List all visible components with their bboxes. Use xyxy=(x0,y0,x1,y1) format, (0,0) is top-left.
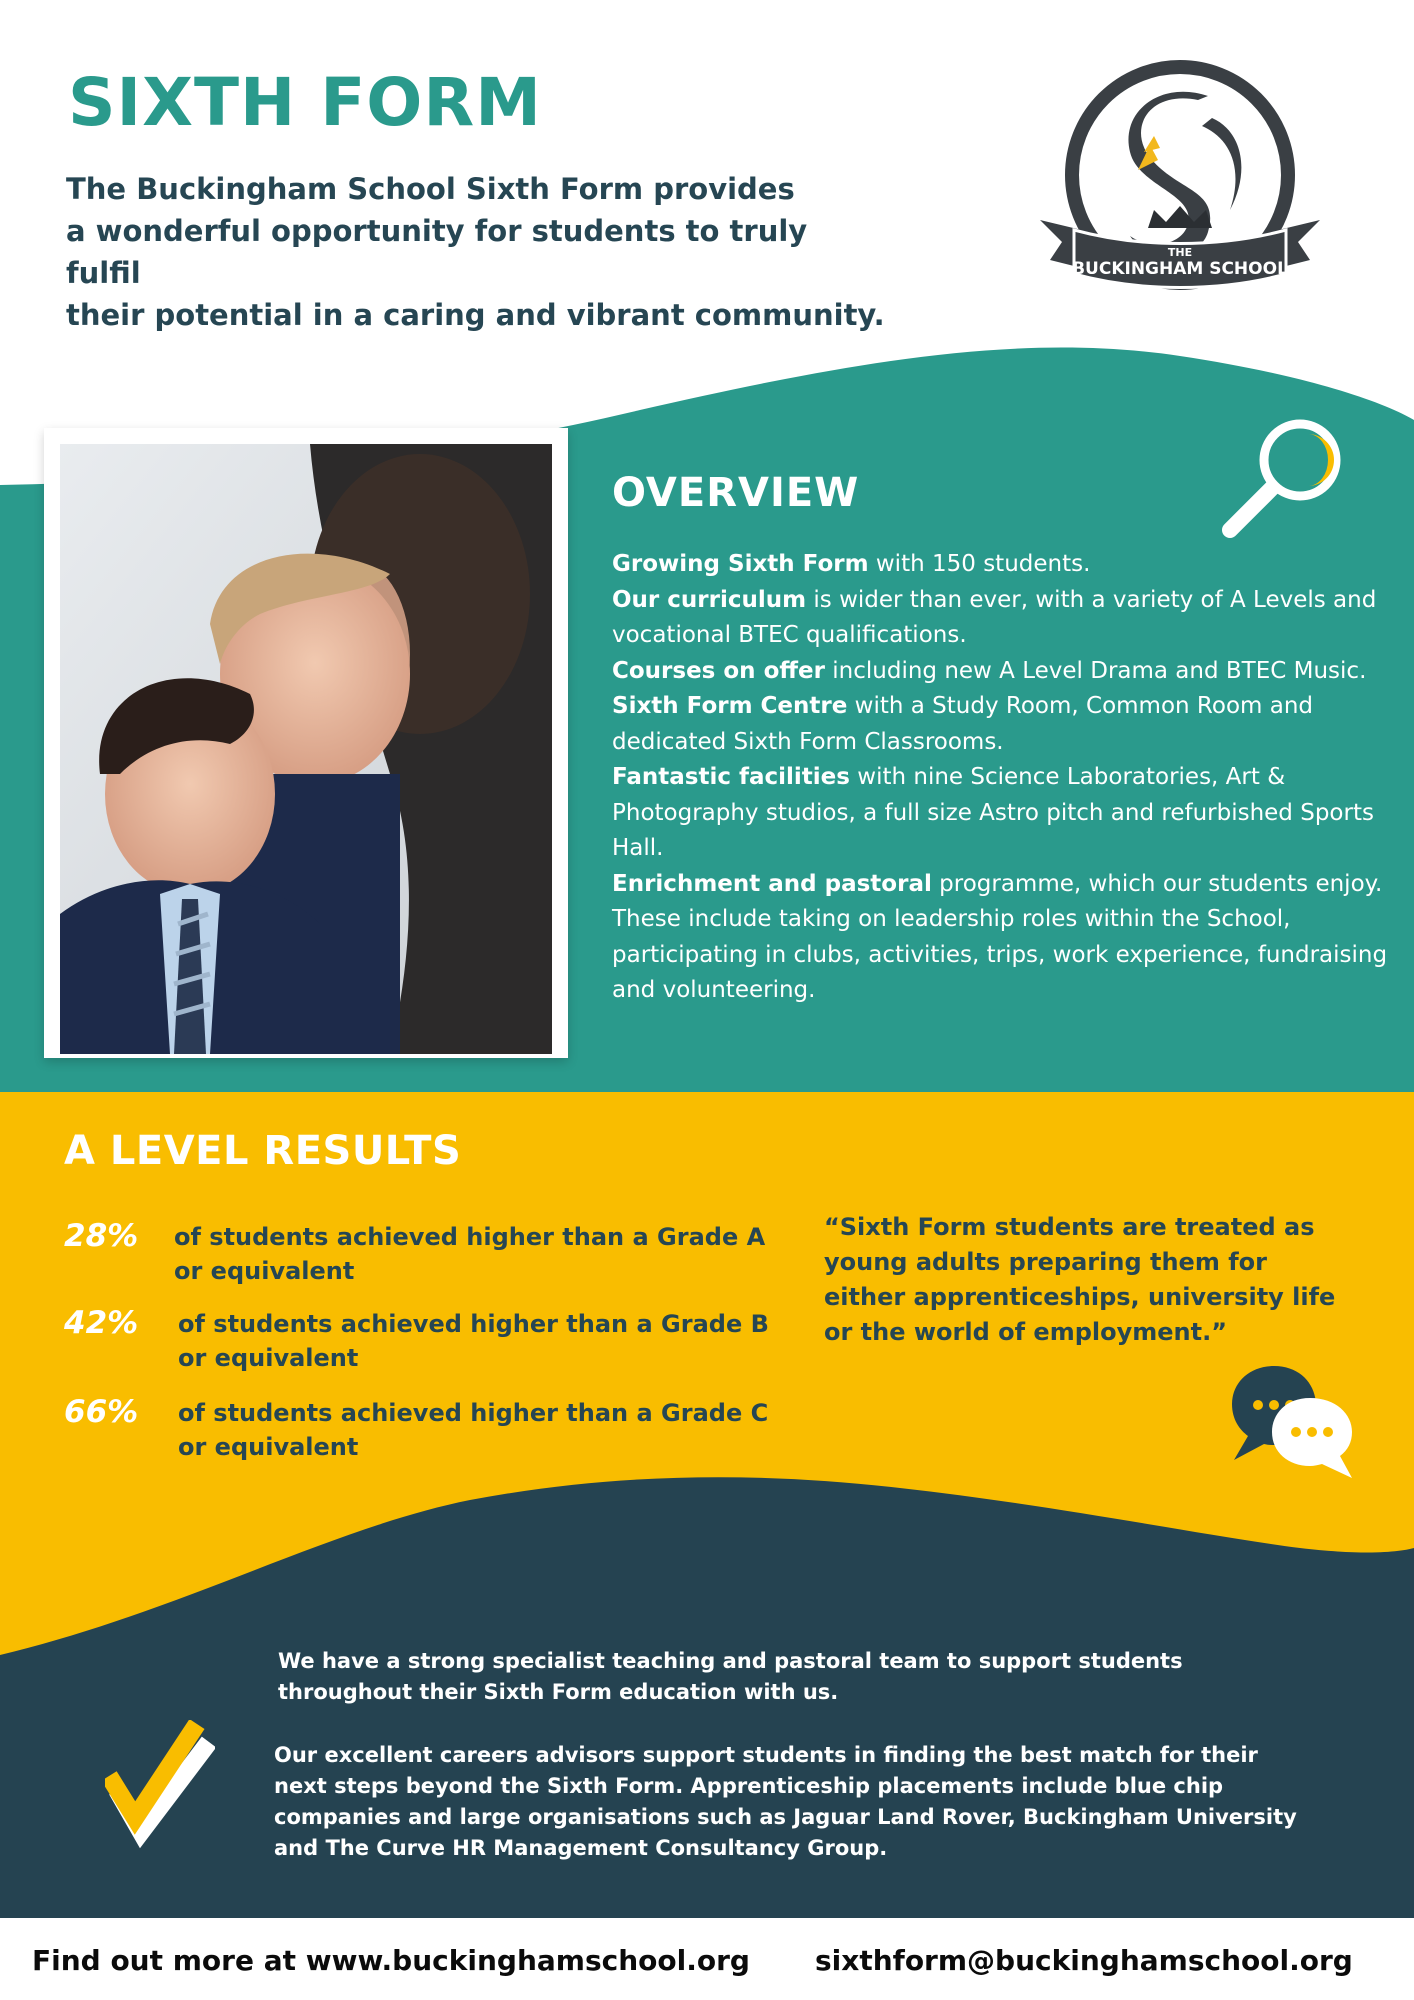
checkmark-icon xyxy=(105,1720,215,1855)
photo-frame xyxy=(44,428,568,1058)
website-link[interactable]: Find out more at www.buckinghamschool.org xyxy=(32,1944,750,1977)
overview-item xyxy=(612,867,1402,1009)
footer xyxy=(0,1918,1414,2000)
overview-item-text: programme, which our students enjoy. These include taking on leadership roles within the School, participating in clubs, activities, trips, work experience, fundraising and volunteering. xyxy=(612,870,1388,1003)
overview-item xyxy=(612,583,1402,654)
result-text: of students achieved higher than a Grade C or equivalent xyxy=(178,1399,769,1461)
overview-list xyxy=(612,547,1402,1009)
overview-item-bold: Courses on offer xyxy=(612,657,825,684)
result-percent: 28% xyxy=(64,1218,139,1254)
results-heading: A LEVEL RESULTS xyxy=(64,1128,462,1174)
overview-item-bold: Growing Sixth Form xyxy=(612,551,869,577)
result-percent: 66% xyxy=(64,1394,139,1430)
result-text: of students achieved higher than a Grade B or equivalent xyxy=(178,1310,769,1372)
overview-item-bold: Sixth Form Centre xyxy=(612,693,848,719)
speech-bubbles-icon xyxy=(1228,1360,1358,1480)
overview-item-text: with nine Science Laboratories, Art & Photography studios, a full size Astro pitch and refurbished Sports Hall. xyxy=(612,764,1374,861)
intro-line: their potential in a caring and vibrant community. xyxy=(66,298,885,332)
quote-text: “Sixth Form students are treated as young adults preparing them for either apprenticeships, university life or the world of employment.” xyxy=(824,1213,1336,1346)
overview-item-text: is wider than ever, with a variety of A Levels and vocational BTEC qualifications. xyxy=(612,586,1377,648)
overview-item xyxy=(612,547,1402,583)
support-paragraph-2: Our excellent careers advisors support students in finding the best match for their next steps beyond the Sixth Form. Apprenticeship placements include blue chip companies and large organisations such as Jaguar Land Rover, Buckingham University and The Curve HR Management Consultancy Group. xyxy=(274,1743,1297,1860)
result-text: of students achieved higher than a Grade A or equivalent xyxy=(174,1223,766,1285)
overview-item-text: including new A Level Drama and BTEC Music. xyxy=(824,657,1367,684)
intro-text xyxy=(66,168,886,336)
intro-line: a wonderful opportunity for students to truly fulfil xyxy=(66,214,808,290)
overview-item-bold: Our curriculum xyxy=(612,586,807,613)
students-photo xyxy=(60,444,552,1054)
overview-item-text: with 150 students. xyxy=(868,551,1091,577)
result-percent: 42% xyxy=(64,1305,139,1341)
intro-line: The Buckingham School Sixth Form provides xyxy=(66,172,795,206)
overview-item-bold: Enrichment and pastoral xyxy=(612,870,932,897)
overview-item xyxy=(612,760,1402,867)
overview-item xyxy=(612,654,1402,690)
school-logo xyxy=(1030,60,1330,310)
email-link[interactable]: sixthform@buckinghamschool.org xyxy=(815,1944,1353,1977)
support-paragraph-1: We have a strong specialist teaching and pastoral team to support students throughout their Sixth Form education with us. xyxy=(278,1649,1183,1704)
magnifying-glass-icon xyxy=(1210,412,1360,562)
overview-item xyxy=(612,689,1402,760)
logo-top-text: THE xyxy=(1167,246,1193,259)
page-title: SIXTH FORM xyxy=(68,64,542,141)
overview-heading: OVERVIEW xyxy=(612,470,860,516)
overview-item-bold: Fantastic facilities xyxy=(612,764,850,790)
overview-item-text: with a Study Room, Common Room and dedicated Sixth Form Classrooms. xyxy=(612,693,1313,755)
logo-banner-text: BUCKINGHAM SCHOOL xyxy=(1072,259,1288,279)
